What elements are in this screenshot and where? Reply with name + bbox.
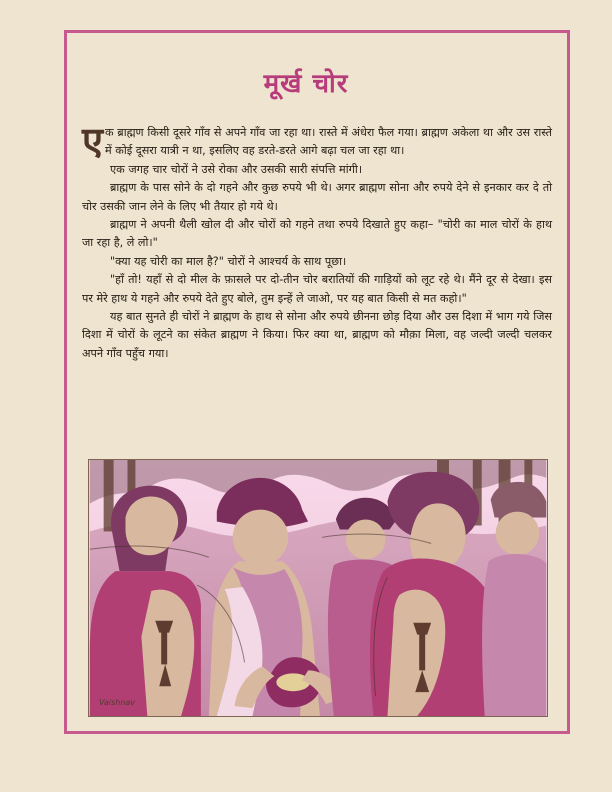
illustration-scene bbox=[89, 460, 547, 716]
story-text bbox=[82, 119, 552, 363]
story-illustration bbox=[88, 459, 548, 717]
story-paragraph-3: ब्राह्मण के पास सोने के दो गहने और कुछ रुपये भी थे। अगर ब्राह्मण सोना और रुपये देने से इनकार कर दे तो चोर उसकी जान लेने के लिए भी तैयार हो गये थे। bbox=[82, 181, 552, 213]
illustrator-signature: Vaishnav bbox=[99, 698, 136, 707]
drop-cap: ए bbox=[82, 119, 104, 163]
story-paragraph-2: एक जगह चार चोरों ने उसे रोका और उसकी सारी संपत्ति मांगी। bbox=[110, 162, 363, 176]
story-paragraph-1 bbox=[82, 119, 552, 163]
story-paragraph-6: "हाँ तो! यहाँ से दो मील के फ़ासले पर दो-तीन चोर बरातियों की गाड़ियों को लूट रहे थे। मैंने दूर से देखा। इस पर मेरे हाथ ये गहने और रुपये देते हुए बोले, तुम इन्हें ले जाओ, पर यह बात किसी से मत कहो।" bbox=[82, 273, 552, 305]
story-paragraph-1-text: क ब्राह्मण किसी दूसरे गाँव से अपने गाँव जा रहा था। रास्ते में अंधेरा फैल गया। ब्राह्मण अकेला था और उस रास्ते में कोई दूसरा यात्री न था, इसलिए वह डरते-डरते आगे बढ़ा चल जा रहा था। bbox=[105, 126, 552, 158]
story-paragraph-7: यह बात सुनते ही चोरों ने ब्राह्मण के हाथ से सोना और रुपये छीनना छोड़ दिया और उस दिशा में भाग गये जिस दिशा में चोरों के लूटने का संकेत ब्राह्मण ने किया। फिर क्या था, ब्राह्मण को मौक़ा मिला, वह जल्दी जल्दी चलकर अपने गाँव पहुँच गया। bbox=[82, 310, 552, 360]
story-paragraph-5: "क्या यह चोरी का माल है?" चोरों ने आश्चर्य के साथ पूछा। bbox=[110, 254, 347, 268]
story-paragraph-4: ब्राह्मण ने अपनी थैली खोल दी और चोरों को गहने तथा रुपये दिखाते हुए कहा– "चोरी का माल चोरों के हाथ जा रहा है, ले लो।" bbox=[82, 218, 552, 250]
story-title: मूर्ख चोर bbox=[263, 69, 349, 99]
robber-right bbox=[370, 472, 497, 716]
